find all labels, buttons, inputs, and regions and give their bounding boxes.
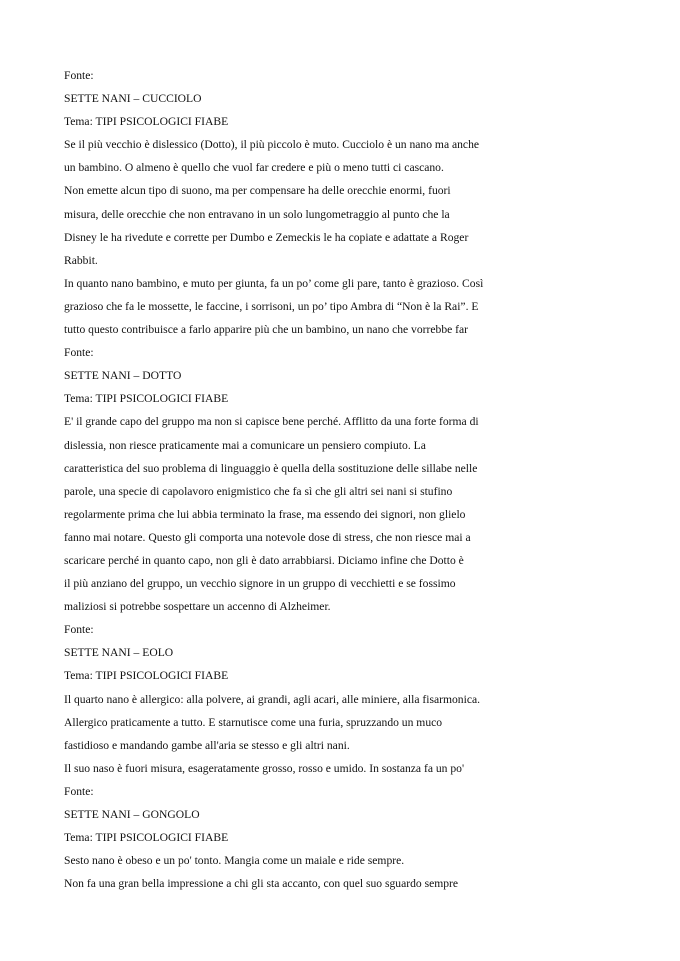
source-label: Fonte: [64,69,94,82]
text-line: Il quarto nano è allergico: alla polvere, ai grandi, agli acari, alle miniere, alla fisarmonica. [64,692,481,706]
text-line: un bambino. O almeno è quello che vuol far credere e più o meno tutti ci cascano. [64,161,444,175]
source-label: Fonte: [64,623,94,637]
text-line: Rabbit. [64,253,98,267]
source-label: Fonte: [64,784,94,798]
text-line: regolarmente prima che lui abbia terminato la frase, ma essendo dei signori, non glielo [64,507,466,521]
text-line: Disney le ha rivedute e corrette per Dumbo e Zemeckis le ha copiate e adattate a Roger [64,230,469,244]
text-line: il più anziano del gruppo, un vecchio signore in un gruppo di vecchietti e se fossimo [64,577,456,591]
text-line: Non fa una gran bella impressione a chi gli sta accanto, con quel suo sguardo sempre [64,877,459,891]
section-heading: SETTE NANI – DOTTO [64,369,182,383]
text-line: caratteristica del suo problema di linguaggio è quella della sostituzione delle sillabe nelle [64,461,478,475]
text-line: parole, una specie di capolavoro enigmistico che fa sì che gli altri sei nani si stufino [64,484,453,498]
text-line: Sesto nano è obeso e un po' tonto. Mangia come un maiale e ride sempre. [64,854,405,868]
section-heading: SETTE NANI – CUCCIOLO [64,92,202,106]
text-line: scaricare perché in quanto capo, non gli è dato arrabbiarsi. Diciamo infine che Dotto è [64,553,464,567]
text-line: misura, delle orecchie che non entravano in un solo lungometraggio al punto che la [64,207,450,221]
text-line: Se il più vecchio è dislessico (Dotto), il più piccolo è muto. Cucciolo è un nano ma anche [64,138,480,152]
section-heading: SETTE NANI – GONGOLO [64,808,200,821]
text-line: fastidioso e mandando gambe all'aria se stesso e gli altri nani. [64,738,350,752]
theme-label: Tema: TIPI PSICOLOGICI FIABE [64,669,229,683]
text-line: dislessia, non riesce praticamente mai a comunicare un pensiero compiuto. La [64,438,426,452]
text-line: fanno mai notare. Questo gli comporta una notevole dose di stress, che non riesce mai a [64,530,471,544]
text-line: Allergico praticamente a tutto. E starnutisce come una furia, spruzzando un muco [64,715,443,729]
theme-label: Tema: TIPI PSICOLOGICI FIABE [64,115,229,129]
text-line: grazioso che fa le mossette, le faccine, i sorrisoni, un po’ tipo Ambra di “Non è la Rai”. E [64,299,479,313]
theme-label: Tema: TIPI PSICOLOGICI FIABE [64,392,229,406]
document-body [64,64,624,895]
theme-label: Tema: TIPI PSICOLOGICI FIABE [64,831,229,845]
text-line: E' il grande capo del gruppo ma non si capisce bene perché. Afflitto da una forte forma di [64,415,479,429]
text-line: In quanto nano bambino, e muto per giunta, fa un po’ come gli pare, tanto è grazioso. Così [64,276,484,290]
source-label: Fonte: [64,346,94,360]
text-line: tutto questo contribuisce a farlo apparire più che un bambino, un nano che vorrebbe far [64,323,469,337]
text-line: maliziosi si potrebbe sospettare un accenno di Alzheimer. [64,600,331,614]
section-heading: SETTE NANI – EOLO [64,646,174,660]
text-line: Il suo naso è fuori misura, esageratamente grosso, rosso e umido. In sostanza fa un po' [64,761,465,775]
text-line: Non emette alcun tipo di suono, ma per compensare ha delle orecchie enormi, fuori [64,184,451,198]
